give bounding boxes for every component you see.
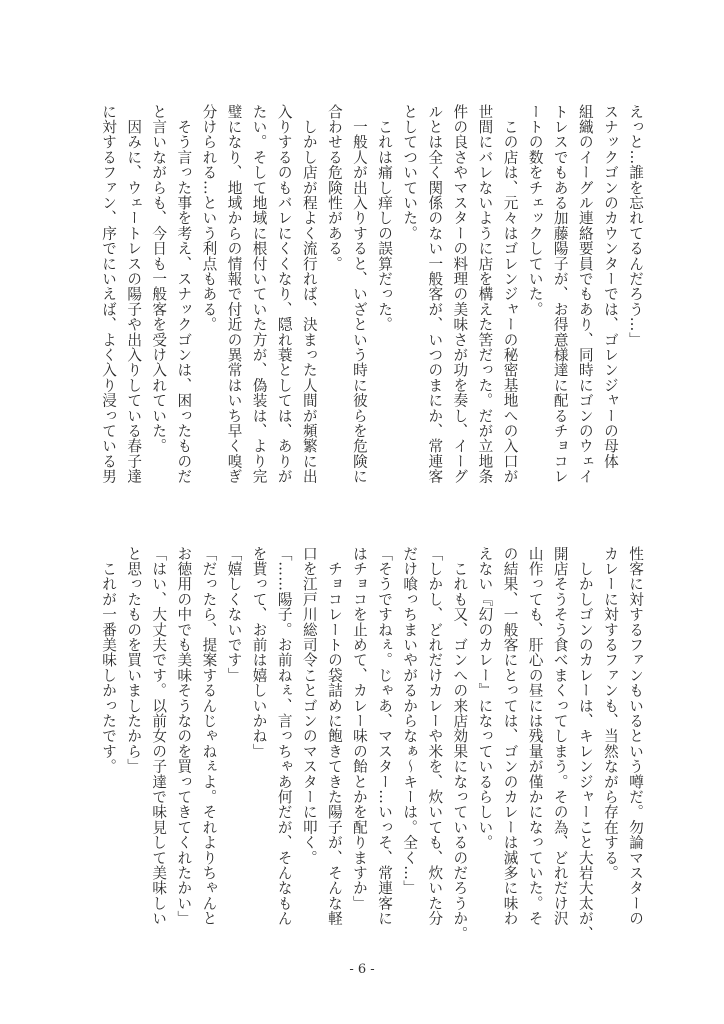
text-column: 性客に対するファンもいるという噂だ。勿論マスターの	[627, 546, 644, 926]
text-column: 世間にバレないように店を構えた筈だった。だが立地条	[476, 104, 494, 484]
text-column: 因みに、ウェートレスの陽子や出入りしている春子達	[125, 104, 143, 484]
text-column: としてついていた。	[401, 104, 419, 241]
text-column: お徳用の中でも美味そうなのを買ってきてくれたかい」	[175, 546, 193, 926]
text-block-lower	[96, 546, 648, 942]
text-column: ートの数をチェックしていた。	[526, 104, 544, 317]
text-column: 「はい、大丈夫です。以前女の子達で味見して美味しい	[150, 546, 168, 926]
text-column: チョコレートの袋詰めに飽きてきた陽子が、そんな軽	[325, 546, 343, 926]
text-column: と言いながらも、今日も一般客を受け入れていた。	[150, 104, 168, 454]
text-column: 分けられる…という利点もある。	[200, 104, 218, 332]
text-column: ルとは全く関係のない一般客が、いつのまにか、常連客	[426, 104, 444, 484]
text-column: 開店そうそう食べまくってしまう。その為、どれだけ沢	[551, 546, 569, 926]
text-column: 「そうですねぇ。じゃあ、マスター…いっそ、常連客に	[376, 546, 394, 926]
text-column: 「……陽子。お前ねぇ、言っちゃあ何だが、そんなもん	[275, 546, 293, 926]
text-column: えない『幻のカレー』になっているらしい。	[476, 546, 494, 850]
text-column: 山作っても、肝心の昼には残量が僅かになっていた。そ	[526, 546, 544, 926]
text-column: 「だったら、提案するんじゃねぇよ。それよりちゃんと	[200, 546, 218, 926]
text-column: これは痛し痒しの誤算だった。	[376, 104, 394, 332]
text-column: だけ喰っちまいやがるからなぁ～キーは。全く…」	[401, 546, 419, 896]
text-column: しかしゴンのカレーは、キレンジャーこと大岩大太が、	[576, 546, 594, 942]
text-column: たい。そして地域に根付いていた方が、偽装は、より完	[250, 104, 268, 484]
text-column: トレスでもある加藤陽子が、お得意様達に配るチョコレ	[551, 104, 569, 484]
text-block-upper	[96, 104, 648, 484]
text-column: 璧になり、地域からの情報で付近の異常はいち早く嗅ぎ	[225, 104, 243, 484]
text-column: この店は、元々はゴレンジャーの秘密基地への入口が	[501, 104, 519, 484]
text-column: 件の良さやマスターの料理の美味さが功を奏し、イーグ	[451, 104, 469, 484]
text-column: 「しかし、どれだけカレーや米を、炊いても、炊いた分	[426, 546, 444, 926]
text-column: これが一番美味しかったです。	[100, 546, 118, 774]
text-column: しかし店が程よく流行れば、決まった人間が頻繁に出	[300, 104, 318, 484]
text-column: これも又、ゴンへの来店効果になっているのだろうか。	[451, 546, 469, 942]
text-column: を貰って、お前は嬉しいかね」	[250, 546, 268, 759]
text-column: 入りするのもバレにくくなり、隠れ蓑としては、ありが	[275, 104, 293, 484]
text-column: そう言った事を考え、スナックゴンは、困ったものだ	[175, 104, 193, 484]
text-column: はチョコを止めて、カレー味の飴とかを配りますか」	[350, 546, 368, 911]
text-column: に対するファン、序でにいえば、よく入り浸っている男	[100, 104, 118, 484]
text-column: 「嬉しくないです」	[225, 546, 243, 683]
text-column: スナックゴンのカウンターでは、ゴレンジャーの母体	[601, 104, 619, 469]
text-column: えっと…誰を忘れてるんだろう…」	[627, 104, 644, 348]
text-column: カレーに対するファンも、当然ながら存在する。	[601, 546, 619, 881]
page-number: - 6 -	[349, 962, 375, 977]
text-column: の結果、一般客にとっては、ゴンのカレーは滅多に味わ	[501, 546, 519, 926]
text-column: 合わせる危険性がある。	[325, 104, 343, 272]
text-column: 一般人が出入りすると、いざという時に彼らを危険に	[350, 104, 368, 484]
text-column: 組織のイーグル連絡要員でもあり、同時にゴンのウェイ	[576, 104, 594, 484]
text-column: と思ったものを買いましたから」	[125, 546, 143, 774]
text-column: 口を江戸川総司令ことゴンのマスターに叩く。	[300, 546, 318, 866]
